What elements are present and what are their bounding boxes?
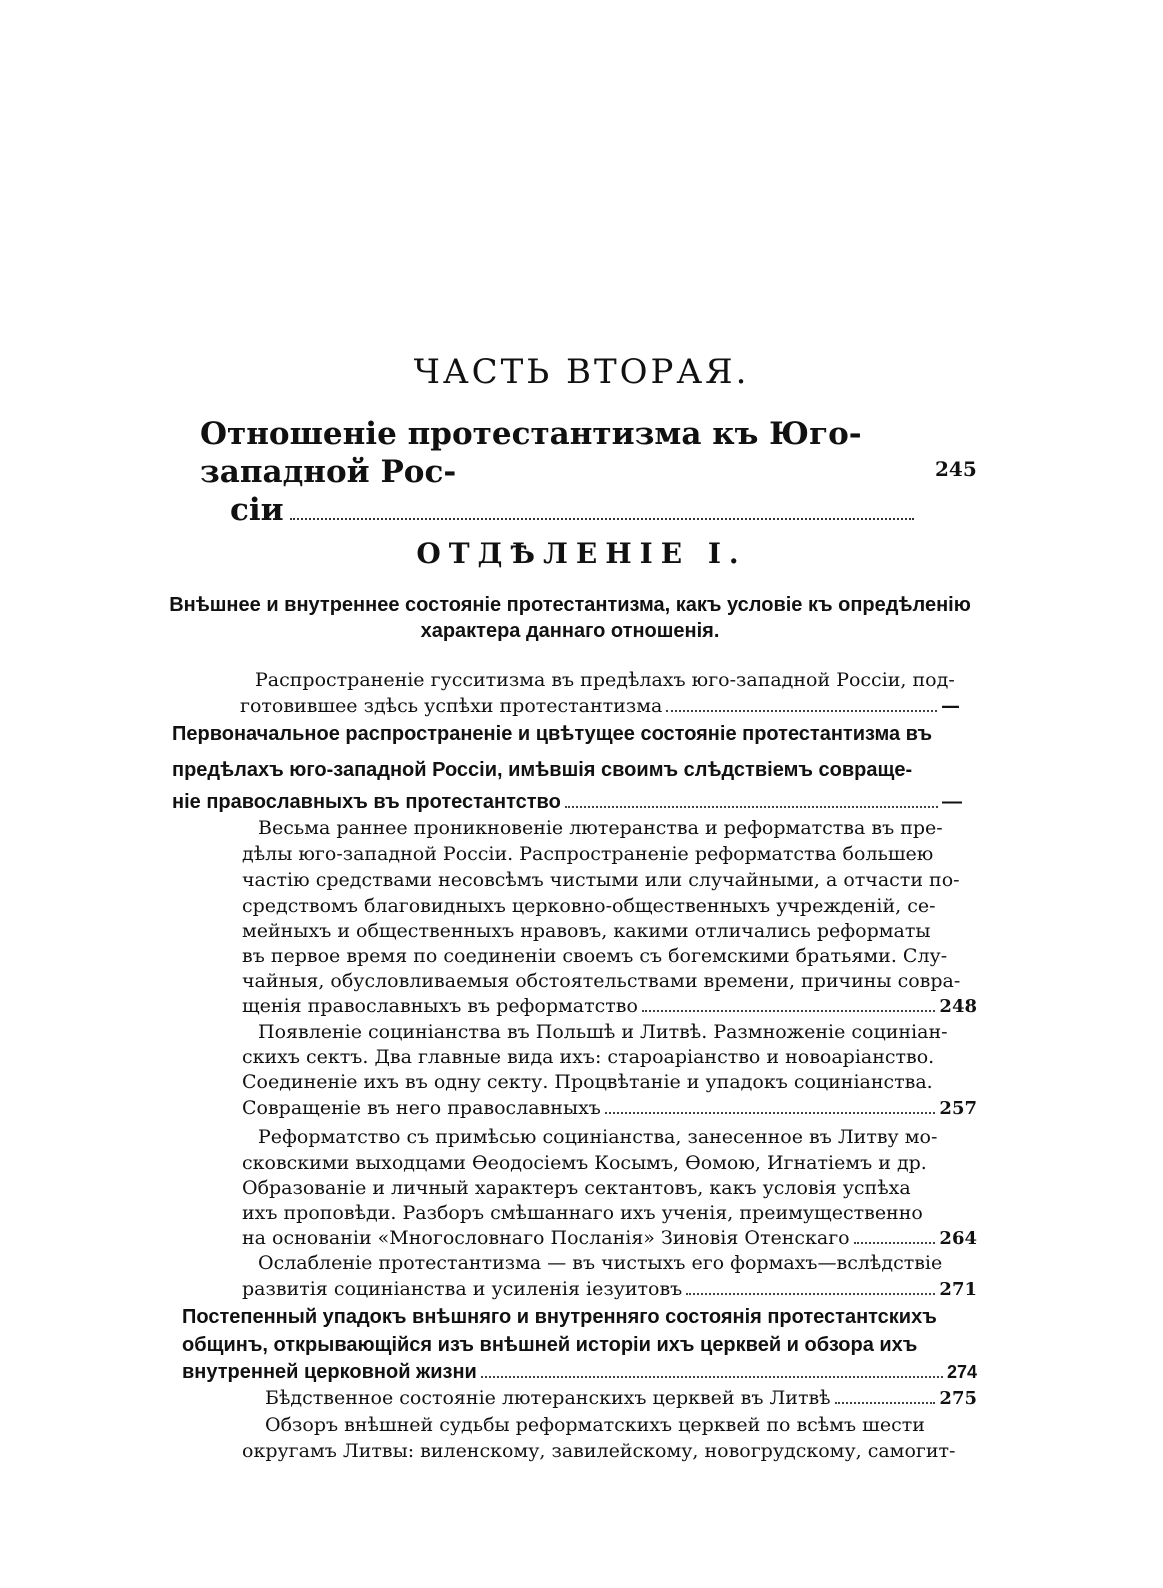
toc-entry-line (242, 1277, 977, 1302)
toc-line: ихъ проповѣди. Разборъ смѣшаннаго ихъ ученiя, преимущественно (242, 1202, 923, 1224)
toc-entry-line (240, 694, 960, 719)
dot-leader (642, 1010, 935, 1012)
toc-line: сковскими выходцами Ѳеодосiемъ Косымъ, Ѳомою, Игнатiемъ и др. (242, 1152, 927, 1174)
dot-leader (605, 1112, 936, 1114)
toc-line: предѣлахъ юго-западной Россiи, имѣвшiя своимъ слѣдствiемъ совраще- (172, 759, 913, 781)
part-page-number: 245 (935, 457, 977, 481)
toc-line: Распространенiе гусситизма въ предѣлахъ юго-западной Россiи, под- (255, 669, 955, 691)
page-number: 264 (939, 1228, 977, 1249)
toc-line: Реформатство съ примѣсью социнiанства, занесенное въ Литву мо- (258, 1126, 938, 1148)
page-number: — (941, 695, 960, 717)
toc-line: Первоначальное распространенiе и цвѣтущее состоянiе протестантизма въ (172, 723, 933, 745)
part-subtitle-line-2 (200, 491, 920, 529)
toc-line: Появленiе социнiанства въ Польшѣ и Литвѣ. Размноженiе социнiан- (258, 1021, 948, 1043)
section-title: ОТДѢЛЕНIЕ I. (416, 537, 747, 570)
toc-line: мейныхъ и общественныхъ нравовъ, какими отличались реформаты (242, 920, 931, 942)
toc-line: общинъ, открывающiйся изъ внѣшней исторiи ихъ церквей и обзора ихъ (182, 1334, 918, 1356)
toc-line: дѣлы юго-западной Россiи. Распространенiе реформатства большею (242, 843, 934, 865)
toc-entry-line (265, 1386, 977, 1411)
dot-leader (481, 1376, 943, 1378)
toc-text: щенiя православныхъ въ реформатство (242, 995, 638, 1017)
toc-line: чайныя, обусловливаемыя обстоятельствами времени, причины совра- (242, 970, 961, 992)
toc-line: Обзоръ внѣшней судьбы реформатскихъ церквей по всѣмъ шести (265, 1414, 925, 1436)
toc-line: Соединенiе ихъ въ одну секту. Процвѣтанiе и упадокъ социнiанства. (242, 1071, 933, 1093)
dot-leader (666, 710, 937, 712)
toc-text: Совращенiе въ него православныхъ (242, 1097, 601, 1119)
toc-text: на основанiи «Многословнаго Посланiя» Зиновiя Отенскаго (242, 1227, 850, 1249)
dot-leader (290, 518, 914, 520)
toc-text: нiе православныхъ въ протестантство (172, 791, 561, 813)
toc-entry-line (242, 1096, 977, 1121)
toc-line: Весьма раннее проникновенiе лютеранства и реформатства въ пре- (258, 817, 943, 839)
page-number: 274 (946, 1362, 977, 1382)
page-number: 275 (939, 1388, 977, 1409)
toc-text: развитiя социнiанства и усиленiя iезуитовъ (242, 1278, 683, 1300)
page-number: — (942, 791, 962, 813)
part-title: ЧАСТЬ ВТОРАЯ. (413, 352, 750, 392)
toc-entry-line (172, 790, 962, 815)
dot-leader (854, 1242, 936, 1244)
toc-line: въ первое время по соединенiи своемъ съ богемскими братьями. Слу- (242, 945, 948, 967)
toc-line: Образованiе и личный характеръ сектантовъ, какъ условiя успѣха (242, 1177, 911, 1199)
toc-line: скихъ сектъ. Два главные вида ихъ: староарiанство и новоарiанство. (242, 1046, 935, 1068)
toc-text: готовившее здѣсь успѣхи протестантизма (240, 695, 663, 717)
toc-entry-line (182, 1360, 977, 1385)
toc-entry-line (242, 1226, 977, 1251)
part-subtitle-line-2-text: сiи (230, 492, 284, 528)
toc-text: внутренней церковной жизни (182, 1361, 477, 1383)
page-number: 248 (939, 996, 977, 1017)
part-subtitle (200, 415, 920, 529)
section-subtitle-line-1: Внѣшнее и внутреннее состоянiе протестантизма, какъ условiе къ опредѣленiю (169, 594, 971, 616)
page-number: 257 (939, 1098, 977, 1119)
dot-leader (565, 806, 938, 808)
part-subtitle-line-1: Отношенiе протестантизма къ Юго-западной Рос- (200, 416, 862, 490)
toc-line: Постепенный упадокъ внѣшняго и внутренняго состоянiя протестантскихъ (182, 1306, 937, 1328)
toc-text: Бѣдственное состоянiе лютеранскихъ церквей въ Литвѣ (265, 1387, 831, 1409)
toc-line: частiю средствами несовсѣмъ чистыми или случайными, а отчасти по- (242, 869, 960, 891)
section-subtitle-line-2: характера даннаго отношенiя. (420, 620, 720, 642)
toc-line: округамъ Литвы: виленскому, завилейскому, новогрудскому, самогит- (242, 1440, 956, 1462)
dot-leader (686, 1293, 935, 1295)
section-subtitle (160, 592, 980, 644)
toc-line: средствомъ благовидныхъ церковно-общественныхъ учрежденiй, се- (242, 895, 936, 917)
dot-leader (835, 1402, 936, 1404)
toc-entry-line (242, 994, 977, 1019)
page-number: 271 (939, 1279, 977, 1300)
toc-line: Ослабленiе протестантизма — въ чистыхъ его формахъ—вслѣдствiе (258, 1252, 943, 1274)
